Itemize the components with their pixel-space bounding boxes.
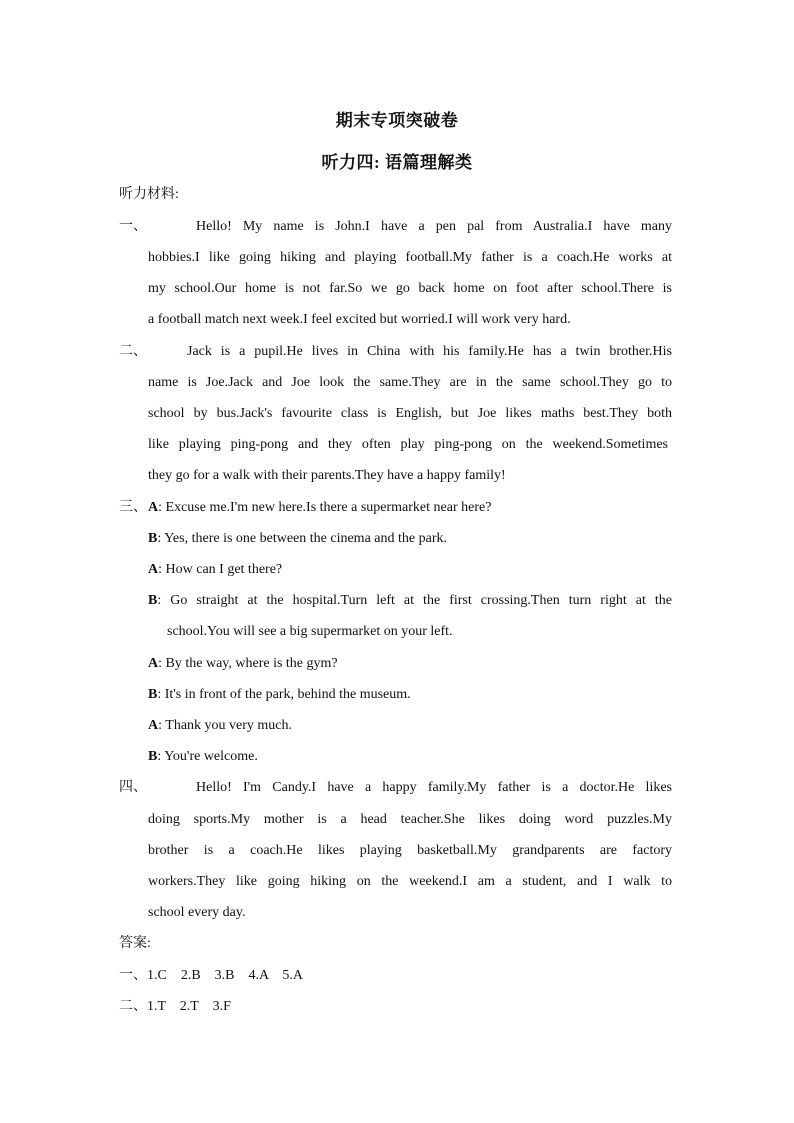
- passage-4-line: brother is a coach.He likes playing basketball.My grandparents are factory: [148, 843, 672, 858]
- passage-1-line: Hello! My name is John.I have a pen pal from Australia.I have many: [196, 219, 672, 234]
- answer-row: [119, 997, 231, 1017]
- speaker-label: B: [148, 531, 158, 546]
- passage-4-line: workers.They like going hiking on the weekend.I am a student, and I walk to: [148, 874, 672, 889]
- page-title: 期末专项突破卷: [335, 111, 459, 130]
- dialogue-line: [148, 591, 672, 611]
- passage-1-line: a football match next week.I feel excited but worried.I will work very hard.: [148, 312, 571, 327]
- passage-2-line: like playing ping-pong and they often play ping-pong on the weekend.Sometimes: [148, 437, 668, 452]
- passage-2-number: 二、: [119, 344, 147, 359]
- passage-3-number: 三、: [119, 500, 147, 515]
- speaker-label: A: [148, 718, 159, 733]
- dialogue-text: : Go straight at the hospital.Turn left at the first crossing.Then turn right at the: [157, 593, 672, 608]
- passage-2-line: Jack is a pupil.He lives in China with his family.He has a twin brother.His: [187, 344, 672, 359]
- passage-4-line: doing sports.My mother is a head teacher.She likes doing word puzzles.My: [148, 812, 672, 827]
- dialogue-text: : Excuse me.I'm new here.Is there a supermarket near here?: [158, 500, 492, 515]
- material-label: 听力材料:: [119, 187, 179, 202]
- dialogue-continuation: school.You will see a big supermarket on your left.: [167, 624, 453, 639]
- speaker-label: A: [148, 656, 159, 671]
- dialogue-line: [148, 747, 258, 767]
- passage-1-line: my school.Our home is not far.So we go back home on foot after school.There is: [148, 281, 672, 296]
- passage-2-line: name is Joe.Jack and Joe look the same.They are in the same school.They go to: [148, 375, 672, 390]
- passage-4-number: 四、: [119, 780, 147, 795]
- passage-2-line: school by bus.Jack's favourite class is English, but Joe likes maths best.They both: [148, 406, 672, 421]
- speaker-label: B: [148, 593, 158, 608]
- answer-text: 1.C 2.B 3.B 4.A 5.A: [147, 968, 303, 983]
- answer-number: 二、: [119, 999, 147, 1014]
- dialogue-text: : You're welcome.: [157, 749, 258, 764]
- dialogue-text: : By the way, where is the gym?: [158, 656, 338, 671]
- answer-row: [119, 966, 303, 986]
- dialogue-line: [148, 560, 282, 580]
- dialogue-line: [148, 685, 411, 705]
- dialogue-line: [148, 716, 292, 736]
- passage-1-line: hobbies.I like going hiking and playing football.My father is a coach.He works at: [148, 250, 672, 265]
- dialogue-line: [148, 654, 338, 674]
- speaker-label: A: [148, 500, 159, 515]
- dialogue-text: : It's in front of the park, behind the museum.: [157, 687, 411, 702]
- page-subtitle: 听力四: 语篇理解类: [321, 153, 473, 172]
- speaker-label: A: [148, 562, 159, 577]
- dialogue-line: [148, 498, 491, 518]
- dialogue-line: [148, 529, 447, 549]
- answers-label: 答案:: [119, 936, 151, 951]
- passage-4-line: Hello! I'm Candy.I have a happy family.My father is a doctor.He likes: [196, 780, 672, 795]
- speaker-label: B: [148, 687, 158, 702]
- passage-2-line: they go for a walk with their parents.They have a happy family!: [148, 468, 506, 483]
- passage-4-line: school every day.: [148, 905, 246, 920]
- dialogue-text: : Thank you very much.: [158, 718, 293, 733]
- answer-number: 一、: [119, 968, 147, 983]
- dialogue-text: : Yes, there is one between the cinema and the park.: [157, 531, 447, 546]
- answer-text: 1.T 2.T 3.F: [147, 999, 231, 1014]
- speaker-label: B: [148, 749, 158, 764]
- passage-1-number: 一、: [119, 219, 147, 234]
- dialogue-text: : How can I get there?: [158, 562, 283, 577]
